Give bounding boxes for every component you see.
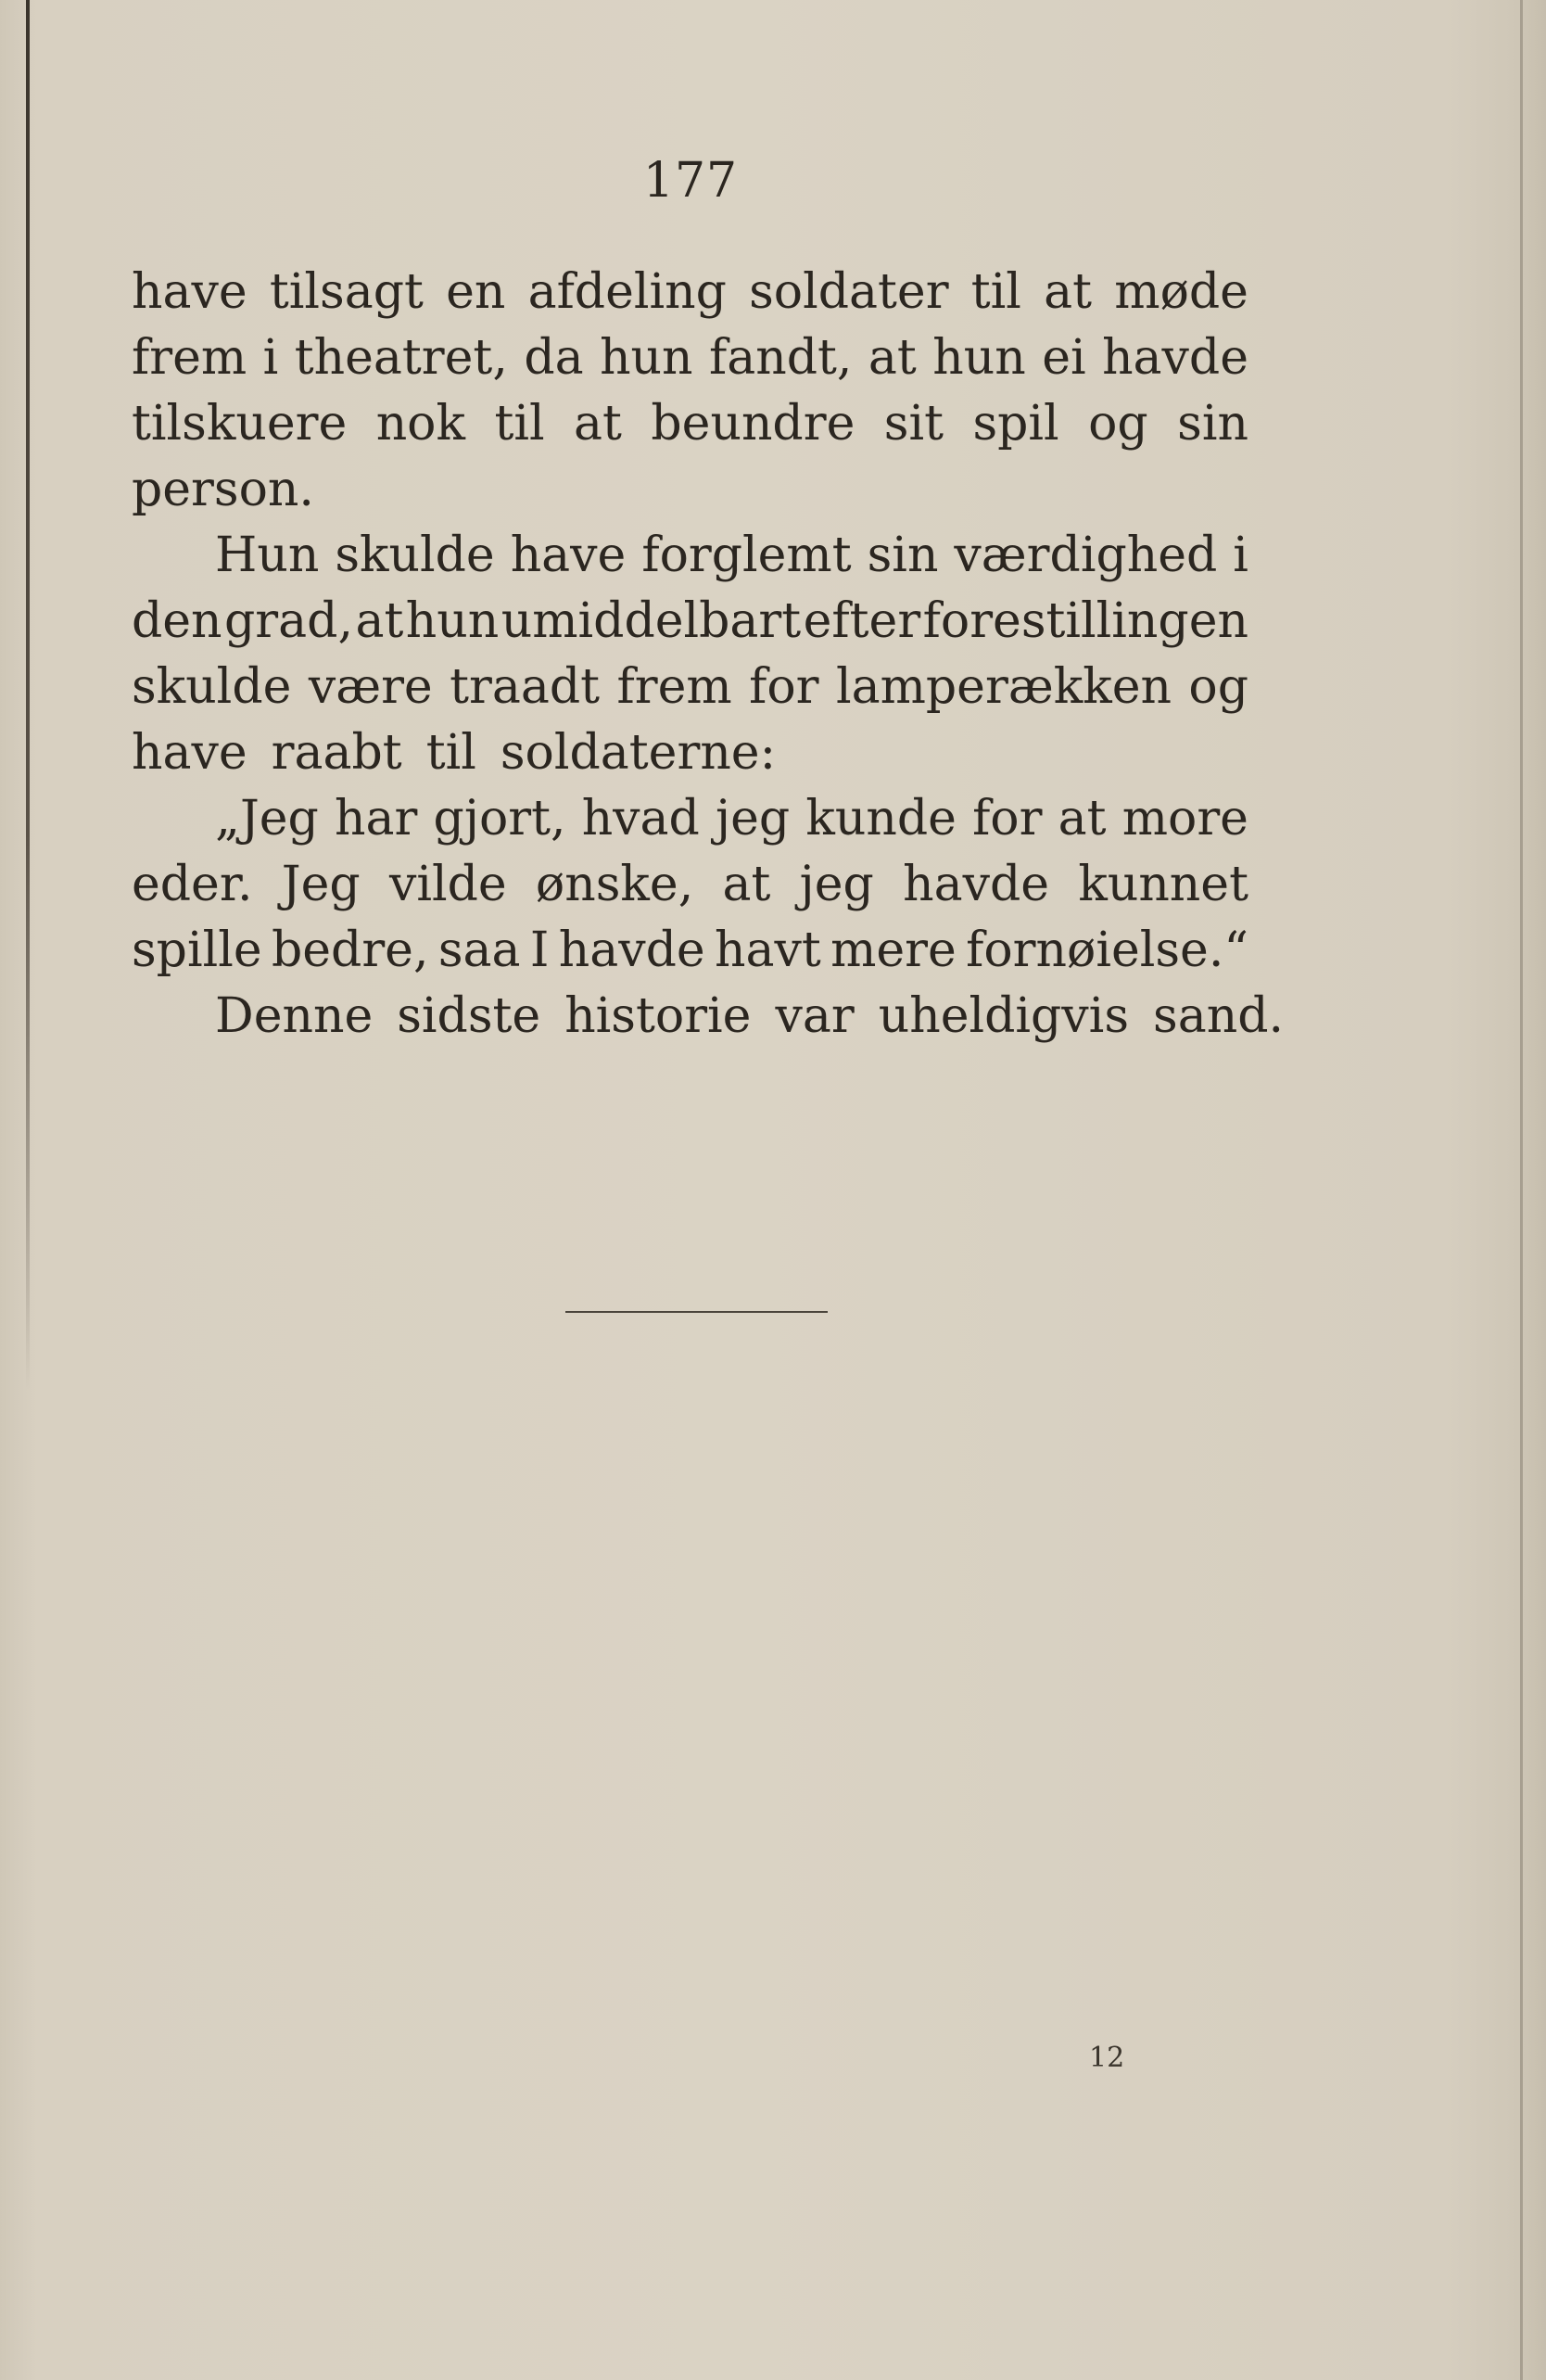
text-line (132, 852, 1248, 918)
word: og (1088, 396, 1148, 452)
text-line (132, 523, 1248, 589)
word: og (1188, 659, 1248, 715)
word: tilskuere (132, 396, 348, 452)
word: værdighed (954, 528, 1218, 583)
word: ei (1042, 330, 1086, 386)
word: lamperækken (835, 659, 1172, 715)
word: eder. (132, 857, 253, 912)
word: jeg (799, 857, 874, 912)
text-line (132, 260, 1248, 325)
word: havde (903, 857, 1050, 912)
word: skulde (132, 659, 292, 715)
word: havde (1102, 330, 1248, 386)
text-line (132, 655, 1248, 720)
word: at (868, 330, 917, 386)
word: hun (405, 593, 500, 649)
word: have (510, 528, 627, 583)
word: person. (132, 462, 314, 517)
word: Hun (215, 528, 320, 583)
text-line (132, 786, 1248, 852)
word: i (1233, 528, 1248, 583)
word: da (524, 330, 584, 386)
word: „Jeg (215, 791, 319, 846)
word: tilsagt (269, 264, 424, 320)
word: raabt (271, 725, 402, 781)
word: beundre (651, 396, 855, 452)
word: forglemt (641, 528, 852, 583)
word: frem (616, 659, 732, 715)
word: fornøielse.“ (966, 923, 1248, 978)
word: afdeling (527, 264, 727, 320)
word: havde (558, 923, 705, 978)
word: I (529, 923, 550, 978)
word: fandt, (709, 330, 853, 386)
word: vilde (388, 857, 507, 912)
word: havt (714, 923, 821, 978)
word: spil (972, 396, 1059, 452)
word: være (308, 659, 433, 715)
word: uheldigvis (878, 988, 1130, 1044)
word: gjort, (433, 791, 566, 846)
text-line (132, 918, 1248, 984)
word: møde (1114, 264, 1248, 320)
word: soldaterne: (500, 725, 777, 781)
text-line (132, 984, 1285, 1050)
word: sin (1177, 396, 1248, 452)
word: sit (883, 396, 944, 452)
word: bedre, (271, 923, 429, 978)
word: soldater (749, 264, 949, 320)
word: at (355, 593, 404, 649)
word: spille (132, 923, 262, 978)
word: hvad (581, 791, 700, 846)
word: at (722, 857, 771, 912)
word: en (446, 264, 506, 320)
word: til (970, 264, 1021, 320)
word: hun (600, 330, 693, 386)
word: at (1044, 264, 1093, 320)
signature-mark: 12 (1089, 2042, 1125, 2074)
word: jeg (716, 791, 791, 846)
text-line (132, 589, 1248, 655)
word: more (1121, 791, 1248, 846)
page-number: 177 (642, 153, 739, 209)
word: efter (803, 593, 921, 649)
word: ønske, (535, 857, 694, 912)
word: skulde (335, 528, 495, 583)
body-text (132, 260, 1285, 1050)
word: have (132, 725, 247, 781)
word: i (262, 330, 279, 386)
word: til (494, 396, 545, 452)
book-spine-edge (26, 0, 30, 1391)
text-line (132, 391, 1248, 457)
word: kunnet (1078, 857, 1248, 912)
word: forestillingen (922, 593, 1248, 649)
word: saa (437, 923, 521, 978)
word: at (574, 396, 622, 452)
word: at (1058, 791, 1107, 846)
word: hun (932, 330, 1026, 386)
text-line (132, 457, 1248, 523)
word: for (972, 791, 1043, 846)
word: historie (564, 988, 752, 1044)
word: Jeg (281, 857, 361, 912)
word: frem (132, 330, 247, 386)
text-line (132, 720, 1248, 786)
word: sidste (397, 988, 541, 1044)
word: sand. (1153, 988, 1285, 1044)
word: traadt (450, 659, 601, 715)
page-right-edge (1520, 0, 1523, 2380)
text-line (132, 325, 1248, 391)
word: den (132, 593, 222, 649)
word: nok (375, 396, 465, 452)
word: grad, (224, 593, 353, 649)
word: for (749, 659, 819, 715)
word: sin (867, 528, 939, 583)
word: have (132, 264, 247, 320)
word: Denne (215, 988, 374, 1044)
word: mere (830, 923, 957, 978)
word: theatret, (294, 330, 508, 386)
word: har (335, 791, 418, 846)
word: kunde (805, 791, 957, 846)
word: umiddelbart (501, 593, 802, 649)
section-divider-rule (565, 1311, 828, 1313)
word: til (425, 725, 476, 781)
word: var (775, 988, 855, 1044)
